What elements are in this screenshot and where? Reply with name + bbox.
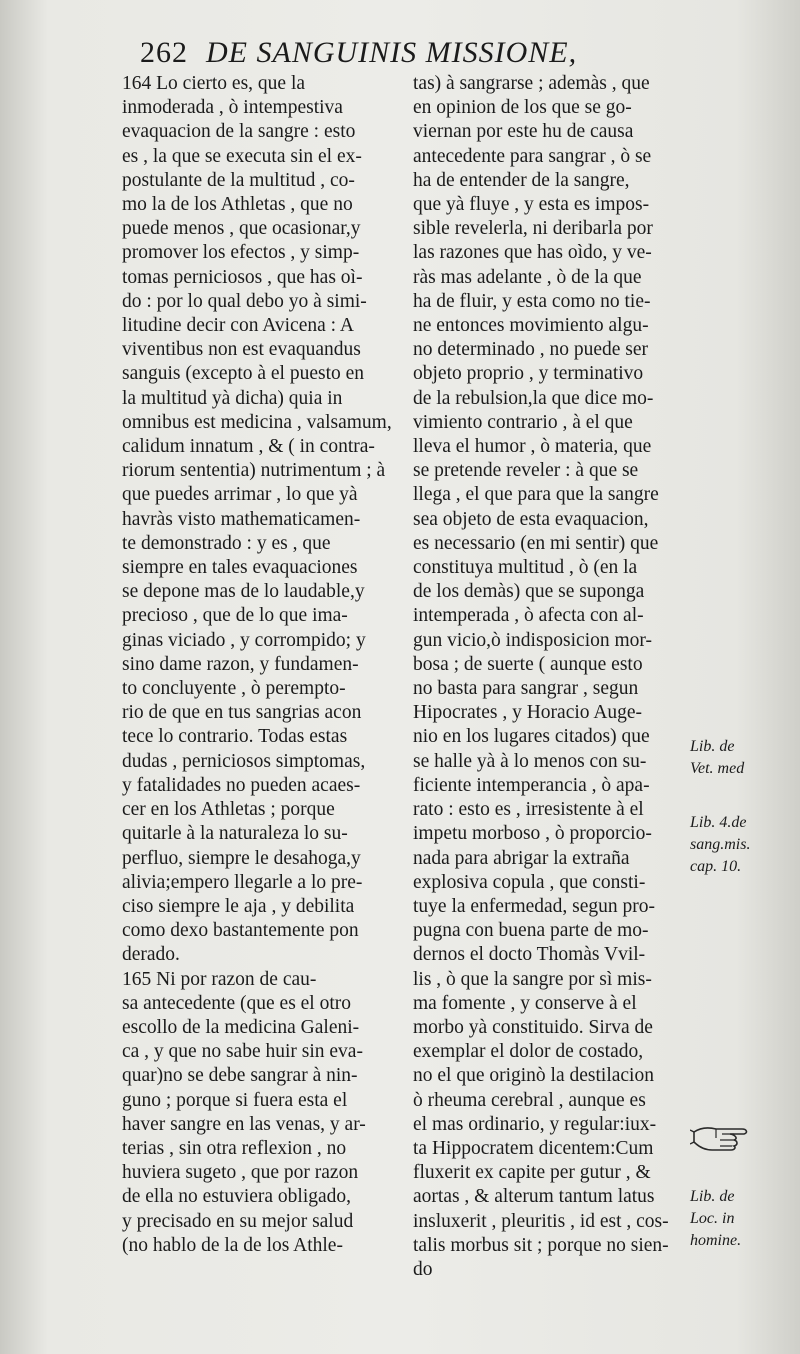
left-column-line: cer en los Athletas ; porque: [122, 799, 335, 821]
right-column-line: ne entonces movimiento algu-: [413, 315, 649, 337]
left-column: [122, 72, 404, 1258]
right-column-line: rato : esto es , irresistente à el: [413, 799, 644, 821]
margin-note-line: cap. 10.: [690, 858, 742, 875]
right-column-line: no basta para sangrar , segun: [413, 678, 639, 700]
right-column-line: fluxerit ex capite per gutur , &: [413, 1162, 651, 1184]
left-column-line: ginas viciado , y corrompido; y: [122, 629, 366, 651]
right-column-line: antecedente para sangrar , ò se: [413, 145, 652, 167]
right-column-line: ha de fluir, y esta como no tie-: [413, 290, 651, 312]
left-column-line: omnibus est medicina , valsamum,: [122, 411, 392, 433]
right-column-line: es necessario (en mi sentir) que: [413, 532, 659, 554]
right-column-line: en opinion de los que se go-: [413, 97, 632, 119]
left-column-line: mo la de los Athletas , que no: [122, 194, 353, 216]
margin-note-line: Lib. 4.de: [690, 814, 747, 831]
left-column-line: calidum innatum , & ( in contra-: [122, 436, 375, 458]
left-column-line: perfluo, siempre le desahoga,y: [122, 847, 361, 869]
left-column-line: postulante de la multitud , co-: [122, 169, 355, 191]
left-column-line: sa antecedente (que es el otro: [122, 992, 352, 1014]
right-column-line: ficiente intemperancia , ò apa-: [413, 774, 650, 796]
margin-note-lib-de-vet-med: [690, 736, 796, 780]
right-column-line: explosiva copula , que consti-: [413, 871, 646, 893]
left-column-line: de ella no estuviera obligado,: [122, 1186, 352, 1208]
left-column-line: y precisado en su mejor salud: [122, 1210, 354, 1232]
left-column-line: to concluyente , ò perempto-: [122, 678, 346, 700]
right-column-line: de los demàs) que se suponga: [413, 581, 645, 603]
left-column-line: haver sangre en las venas, y ar-: [122, 1113, 366, 1135]
right-column-line: tuye la enfermedad, segun pro-: [413, 895, 656, 917]
right-column-line: impetu morboso , ò proporcio-: [413, 823, 652, 845]
right-column-line: exemplar el dolor de costado,: [413, 1041, 644, 1063]
left-column-line: 164 Lo cierto es, que la: [122, 73, 306, 94]
left-column-line: havràs visto mathematicamen-: [122, 508, 361, 530]
right-column-line: se pretende reveler : à que se: [413, 460, 639, 482]
left-column-line: sino dame razon, y fundamen-: [122, 653, 359, 675]
margin-note-line: Lib. de: [690, 738, 735, 755]
pointing-hand-icon: [690, 1118, 760, 1152]
page-number: 262: [140, 36, 188, 69]
left-column-line: ca , y que no sabe huir sin eva-: [122, 1041, 363, 1063]
right-column-line: viernan por este hu de causa: [413, 121, 634, 143]
right-column-line: pugna con buena parte de mo-: [413, 920, 649, 942]
right-column-line: bosa ; de suerte ( aunque esto: [413, 653, 643, 675]
margin-note-line: homine.: [690, 1232, 742, 1249]
left-column-line: te demonstrado : y es , que: [122, 532, 331, 554]
right-column-line: talis morbus sit ; porque no sien-: [413, 1234, 669, 1256]
right-column-line: no el que originò la destilacion: [413, 1065, 654, 1087]
margin-note-line: Vet. med: [690, 760, 745, 777]
running-title: DE SANGUINIS MISSIONE,: [206, 36, 578, 69]
right-column-line: no determinado , no puede ser: [413, 339, 649, 361]
left-column-line: guno ; porque si fuera esta el: [122, 1089, 348, 1111]
right-column-line: ma fomente , y conserve à el: [413, 992, 637, 1014]
left-column-line: quar)no se debe sangrar à nin-: [122, 1065, 358, 1087]
left-column-line: inmoderada , ò intempestiva: [122, 97, 343, 119]
margin-note-lib-de-loc-in-homine: [690, 1186, 796, 1252]
left-column-line: escollo de la medicina Galeni-: [122, 1016, 360, 1038]
right-column-line: de la rebulsion,la que dice mo-: [413, 387, 654, 409]
right-column-line: gun vicio,ò indisposicion mor-: [413, 629, 653, 651]
right-column-line: dernos el docto Thomàs Vvil-: [413, 944, 646, 966]
left-column-line: como dexo bastantemente pon: [122, 920, 359, 942]
left-column-line: tece lo contrario. Todas estas: [122, 726, 348, 748]
right-column-line: se halle yà à lo menos con su-: [413, 750, 647, 772]
left-column-line: precioso , que de lo que ima-: [122, 605, 348, 627]
right-column-line: ràs mas adelante , ò de la que: [413, 266, 642, 288]
margin-note-line: Loc. in: [690, 1210, 735, 1227]
right-column-line: insluxerit , pleuritis , id est , cos-: [413, 1210, 669, 1232]
left-column-line: riorum sententia) nutrimentum ; à: [122, 460, 386, 482]
right-column-line: ta Hippocratem dicentem:Cum: [413, 1137, 654, 1159]
left-column-line: se depone mas de lo laudable,y: [122, 581, 365, 603]
right-column-line: aortas , & alterum tantum latus: [413, 1186, 655, 1208]
left-column-line: 165 Ni por razon de cau-: [122, 968, 317, 990]
right-column-line: tas) à sangrarse ; ademàs , que: [413, 73, 650, 94]
left-column-line: la multitud yà dicha) quia in: [122, 387, 343, 409]
left-column-line: quitarle à la naturaleza lo su-: [122, 823, 348, 845]
right-column-line: las razones que has oìdo, y ve-: [413, 242, 652, 264]
left-column-line: sanguis (excepto à el puesto en: [122, 363, 365, 385]
left-column-line: ciso siempre le aja , y debilita: [122, 895, 355, 917]
left-column-line: huviera sugeto , que por razon: [122, 1162, 359, 1184]
right-column-line: ò rheuma cerebral , aunque es: [413, 1089, 646, 1111]
left-column-line: (no hablo de la de los Athle-: [122, 1234, 343, 1256]
right-column-line: objeto proprio , y terminativo: [413, 363, 644, 385]
right-column-line: ha de entender de la sangre,: [413, 169, 630, 191]
left-column-line: y fatalidades no pueden acaes-: [122, 774, 361, 796]
right-column-line: do: [413, 1258, 433, 1280]
left-column-line: tomas perniciosos , que has oì-: [122, 266, 363, 288]
right-column-line: nio en los lugares citados) que: [413, 726, 650, 748]
margin-note-line: sang.mis.: [690, 836, 751, 853]
right-column-line: nada para abrigar la extraña: [413, 847, 630, 869]
left-column-line: derado.: [122, 944, 180, 966]
right-column-line: morbo yà constituido. Sirva de: [413, 1016, 653, 1038]
right-column-line: Hipocrates , y Horacio Auge-: [413, 702, 643, 724]
left-column-line: dudas , perniciosos simptomas,: [122, 750, 366, 772]
right-column-line: sible revelerla, ni deribarla por: [413, 218, 653, 240]
margin-note-lib-4-de-sang-mis: [690, 812, 796, 878]
right-column: [413, 72, 685, 1282]
left-column-line: litudine decir con Avicena : A: [122, 315, 354, 337]
left-column-line: terias , sin otra reflexion , no: [122, 1137, 347, 1159]
left-column-line: puede menos , que ocasionar,y: [122, 218, 361, 240]
left-column-line: viventibus non est evaquandus: [122, 339, 361, 361]
right-column-line: vimiento contrario , à el que: [413, 411, 633, 433]
right-column-line: que yà fluye , y esta es impos-: [413, 194, 650, 216]
margin-note-line: Lib. de: [690, 1188, 735, 1205]
right-column-line: sea objeto de esta evaquacion,: [413, 508, 649, 530]
right-column-line: intemperada , ò afecta con al-: [413, 605, 644, 627]
right-column-line: lis , ò que la sangre por sì mis-: [413, 968, 652, 990]
right-column-line: lleva el humor , ò materia, que: [413, 436, 652, 458]
left-column-line: promover los efectos , y simp-: [122, 242, 360, 264]
right-column-line: el mas ordinario, y regular:iux-: [413, 1113, 657, 1135]
right-column-line: llega , el que para que la sangre: [413, 484, 659, 506]
left-column-line: alivia;empero llegarle a lo pre-: [122, 871, 363, 893]
left-column-line: do : por lo qual debo yo à simi-: [122, 290, 367, 312]
page-header: [140, 36, 620, 76]
left-column-line: evaquacion de la sangre : esto: [122, 121, 356, 143]
left-column-line: rio de que en tus sangrias acon: [122, 702, 362, 724]
left-column-line: siempre en tales evaquaciones: [122, 557, 358, 579]
right-column-line: constituya multitud , ò (en la: [413, 557, 638, 579]
left-column-line: es , la que se executa sin el ex-: [122, 145, 362, 167]
left-column-line: que puedes arrimar , lo que yà: [122, 484, 358, 506]
